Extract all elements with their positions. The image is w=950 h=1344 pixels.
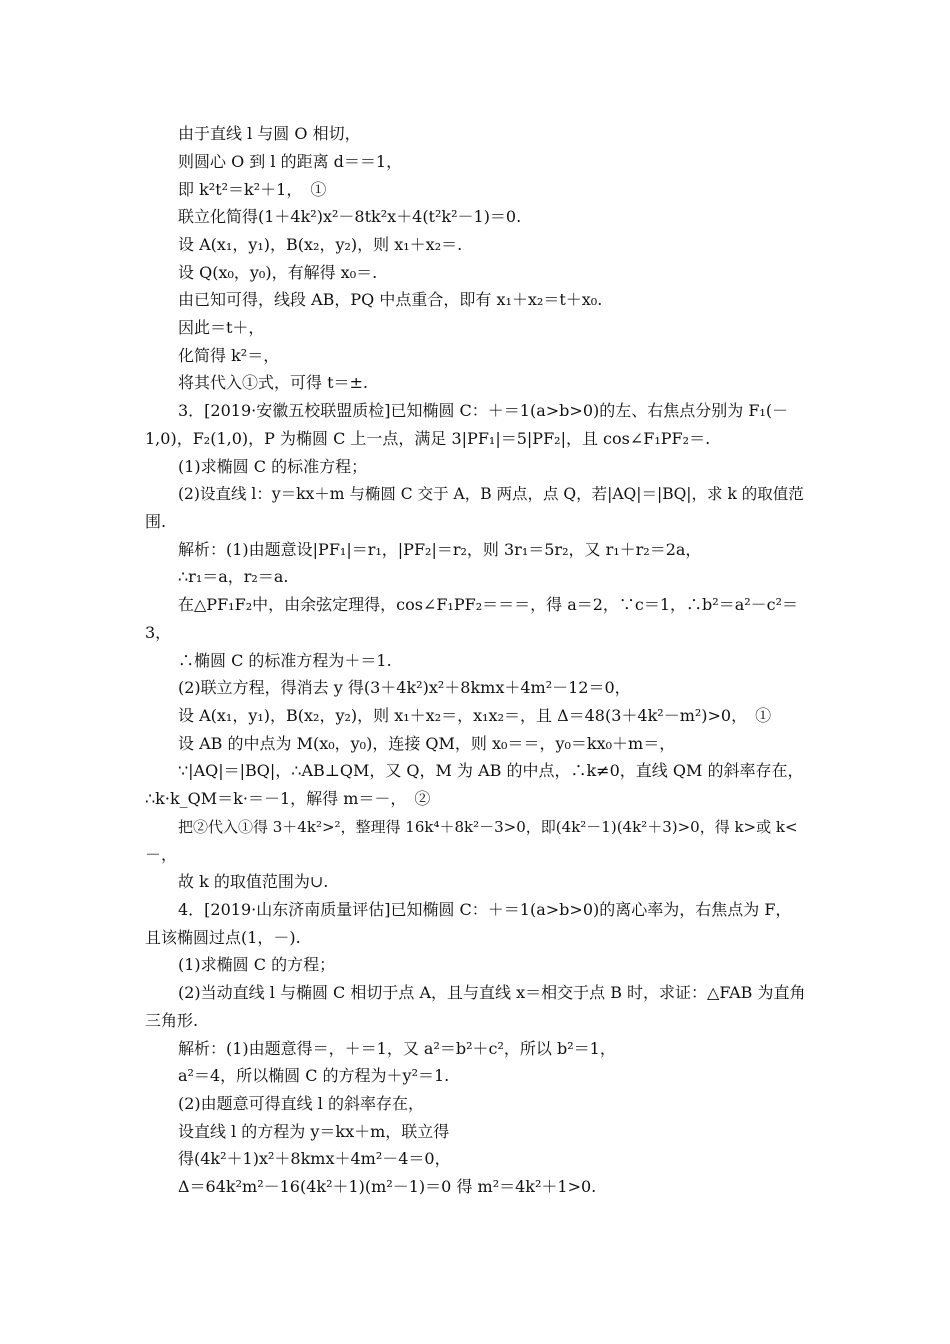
text-line: ∵|AQ|＝|BQ|，∴AB⊥QM，又 Q，M 为 AB 的中点，∴k≠0，直线 QM 的斜率存在， xyxy=(178,761,804,780)
text-line: 因此＝t＋， xyxy=(178,318,265,337)
text-line: 设 AB 的中点为 M(x₀，y₀)，连接 QM，则 x₀＝＝，y₀＝kx₀＋m＝， xyxy=(178,734,676,753)
text-line: (2)联立方程，得消去 y 得(3＋4k²)x²＋8kmx＋4m²－12＝0， xyxy=(178,678,631,697)
text-line: 围. xyxy=(145,512,167,531)
text-line: ∴椭圆 C 的标准方程为＋＝1. xyxy=(178,651,392,670)
text-line: (2)当动直线 l 与椭圆 C 相切于点 A，且与直线 x＝相交于点 B 时，求证：△FAB 为直角 xyxy=(178,983,806,1002)
text-line: (2)设直线 l：y＝kx＋m 与椭圆 C 交于 A，B 两点，点 Q，若|AQ|＝|BQ|，求 k 的取值范 xyxy=(178,485,804,503)
text-line: ∴k·k_QM＝k·＝－1，解得 m＝－， ② xyxy=(145,789,431,808)
text-line: 3．[2019·安徽五校联盟质检]已知椭圆 C：＋＝1(a>b>0)的左、右焦点分别为 F₁(－ xyxy=(178,401,789,420)
text-line: a²＝4，所以椭圆 C 的方程为＋y²＝1. xyxy=(178,1066,450,1085)
text-line: 设 Q(x₀，y₀)，有解得 x₀＝. xyxy=(178,263,378,282)
text-line: 在△PF₁F₂中，由余弦定理得，cos∠F₁PF₂＝＝＝，得 a＝2，∵c＝1，∴b²＝a²－c²＝ xyxy=(178,595,799,614)
text-line: 解析：(1)由题意得＝，＋＝1，又 a²＝b²＋c²，所以 b²＝1， xyxy=(178,1039,616,1058)
text-line: 则圆心 O 到 l 的距离 d＝＝1， xyxy=(178,152,403,171)
text-line: －， xyxy=(145,845,178,864)
text-line: ∴r₁＝a，r₂＝a. xyxy=(178,567,289,586)
text-line: 由已知可得，线段 AB，PQ 中点重合，即有 x₁＋x₂＝t＋x₀. xyxy=(178,290,603,309)
text-line: 将其代入①式，可得 t＝±. xyxy=(178,373,369,392)
text-line: 联立化简得(1＋4k²)x²－8tk²x＋4(t²k²－1)＝0. xyxy=(178,207,522,226)
text-line: 把②代入①得 3＋4k²>²，整理得 16k⁴＋8k²－3>0，即(4k²－1)(4k²＋3)>0，得 k>或 k< xyxy=(178,818,798,836)
text-line: 4．[2019·山东济南质量评估]已知椭圆 C：＋＝1(a>b>0)的离心率为，右焦点为 F， xyxy=(178,900,792,919)
text-line: 解析：(1)由题意设|PF₁|＝r₁，|PF₂|＝r₂，则 3r₁＝5r₂，又 r₁＋r₂＝2a， xyxy=(178,540,702,559)
text-line: 设 A(x₁，y₁)，B(x₂，y₂)，则 x₁＋x₂＝. xyxy=(178,235,463,254)
text-line: 1,0)，F₂(1,0)，P 为椭圆 C 上一点，满足 3|PF₁|＝5|PF₂|，且 cos∠F₁PF₂＝. xyxy=(145,429,711,448)
text-line: 3， xyxy=(145,623,172,642)
text-line: Δ＝64k²m²－16(4k²＋1)(m²－1)＝0 得 m²＝4k²＋1>0. xyxy=(178,1177,597,1196)
text-line: 由于直线 l 与圆 O 相切， xyxy=(178,124,361,143)
text-line: (1)求椭圆 C 的标准方程； xyxy=(178,457,368,476)
text-line: 设直线 l 的方程为 y＝kx＋m，联立得 xyxy=(178,1122,450,1141)
text-line: (1)求椭圆 C 的方程； xyxy=(178,955,336,974)
text-line: 化简得 k²＝， xyxy=(178,346,280,365)
text-line: 设 A(x₁，y₁)，B(x₂，y₂)，则 x₁＋x₂＝，x₁x₂＝，且 Δ＝48(3＋4k²－m²)>0， ① xyxy=(178,706,772,725)
text-line: (2)由题意可得直线 l 的斜率存在， xyxy=(178,1094,424,1113)
text-line: 即 k²t²＝k²＋1， ① xyxy=(178,180,327,199)
text-line: 且该椭圆过点(1，－). xyxy=(145,928,301,947)
text-line: 三角形. xyxy=(145,1011,199,1030)
text-line: 得(4k²＋1)x²＋8kmx＋4m²－4＝0， xyxy=(178,1149,451,1168)
text-line: 故 k 的取值范围为∪. xyxy=(178,872,329,891)
